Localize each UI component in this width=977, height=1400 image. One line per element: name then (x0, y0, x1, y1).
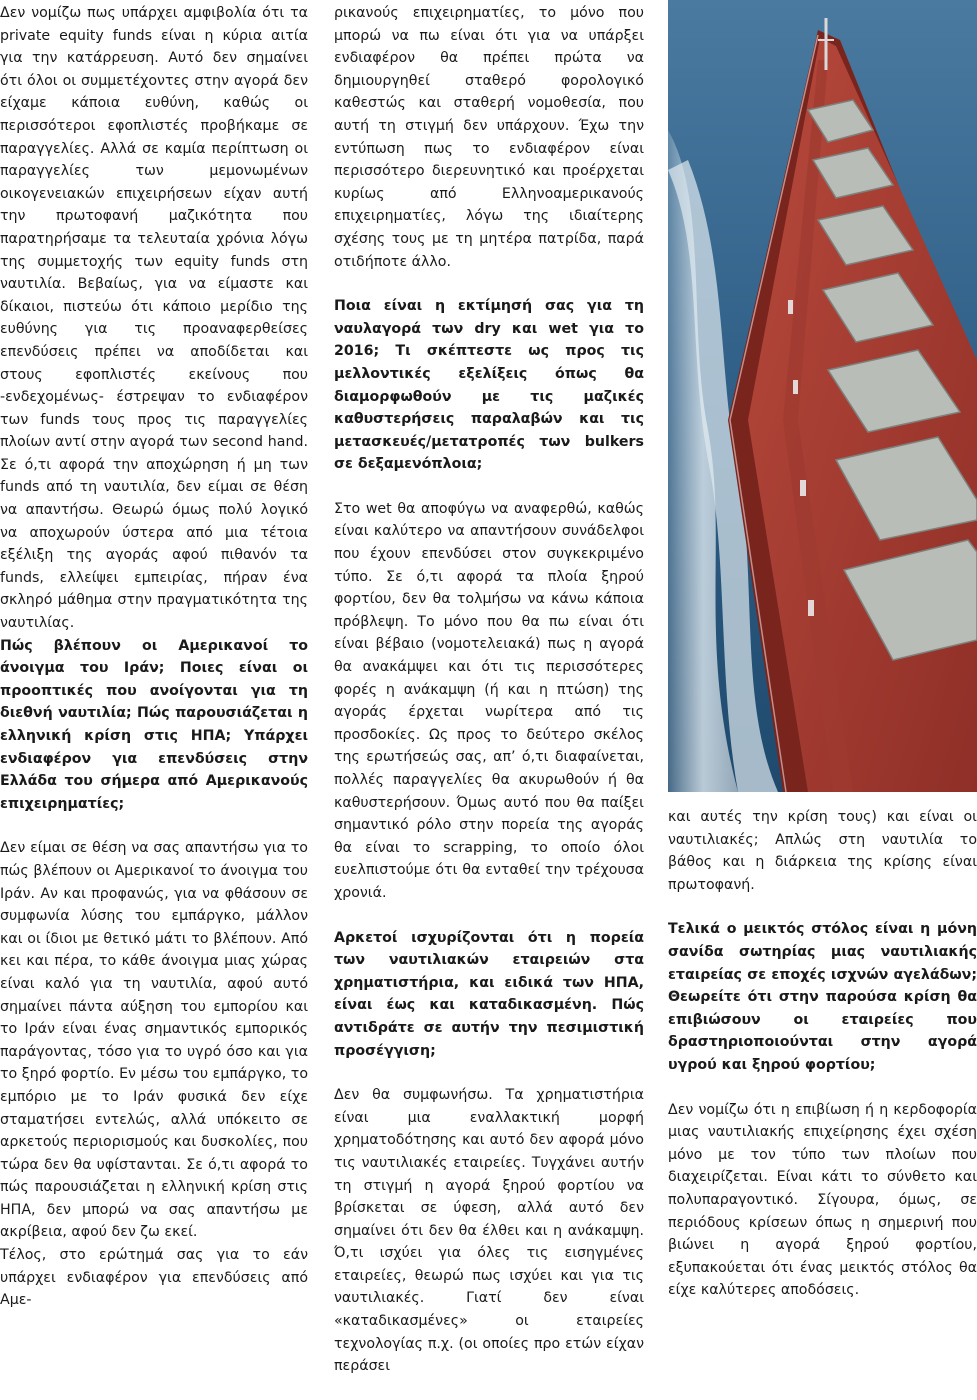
answer-paragraph: Δεν θα συμφωνήσω. Τα χρηματιστήρια είναι μια εναλλακτική μορφή χρηματοδότησης και αυτό δεν αφορά μόνο τις ναυτιλιακές εταιρείες. Τυγχάνει αυτήν τη στιγμή η αγορά ξηρού φορτίου να βρίσκεται σε ύφεση, αλλά αυτό δεν σημαίνει ότι δεν θα έλθει και η ανάκαμψη. Ό,τι ισχύει για όλες τις εισηγμένες εταιρείες, θεωρώ πως ισχύει και για τις ναυτιλιακές. Γιατί δεν είναι «καταδικασμένες» οι εταιρείες τεχνολογίας π.χ. (οι οποίες προ ετών είχαν περάσει (334, 1087, 644, 1375)
answer-paragraph: Δεν νομίζω πως υπάρχει αμφιβολία ότι τα private equity funds είναι η κύρια αιτία για την κατάρρευση. Αυτό δεν σημαίνει ότι όλοι οι συμμετέχοντες στην αγορά δεν είχαμε κάποια ευθύνη, καθώς οι περισσότεροι εφοπλιστές προβήκαμε σε παραγγελίες. Αλλά σε καμία περίπτωση οι παραγγελίες των μεμονωμένων οικογενειακών επιχειρήσεων είχαν αυτή την πρωτοφανή μαζικότητα που παρατηρήσαμε τα τελευταία χρόνια λόγω της συμμετοχής των equity funds στη ναυτιλία. Βεβαίως, για να είμαστε και δίκαιοι, πιστεύω ότι κάποιο μερίδιο της ευθύνης για τις προαναφερθείσες επενδύσεις πρέπει να αποδίδεται και στους εφοπλιστές εκείνους που -ενδεχομένως- έστρεψαν το ενδιαφέρον των funds τους προς τις παραγγελίες πλοίων αντί στην αγορά των second hand. Σε ό,τι αφορά την αποχώρηση ή μη των funds από τη ναυτιλία, δεν είμαι σε θέση να απαντήσω. Θεωρώ όμως πολύ λογικό να αποχωρούν ύστερα από μια τέτοια εξέλιξη της αγοράς αφού πιθανόν τα funds, ελλείψει εμπειρίας, πήραν ένα σκληρό μάθημα στην πραγματικότητα της ναυτιλίας. (0, 5, 308, 632)
answer-paragraph: Δεν νομίζω ότι η επιβίωση ή η κερδοφορία μιας ναυτιλιακής επιχείρησης έχει σχέση μόνο με τον τύπο των πλοίων που διαχειρίζεται. Είναι κάτι το σύνθετο και πολυπαραγοντικό. Σίγουρα, όμως, σε περιόδους κρίσεων όπως η σημερινή που βιώνει η αγορά ξηρού φορτίου, εξυπακούεται ότι ένας μεικτός στόλος θα είχε καλύτερες αποδόσεις. (668, 1101, 977, 1299)
interview-question: Ποια είναι η εκτίμησή σας για τη ναυλαγορά των dry και wet για το 2016; Τι σκέπτεστε ως προς τις μελλοντικές εξελίξεις όπως θα διαμορφωθούν με τις μαζικές καθυστερήσεις παραλαβών και τις μετασκευές/μετατροπές των bulkers σε δεξαμενόπλοια; (334, 298, 644, 473)
answer-paragraph: Τέλος, στο ερώτημά σας για το εάν υπάρχει ενδιαφέρον για επενδύσεις από Αμε- (0, 1247, 308, 1309)
answer-paragraph: ρικανούς επιχειρηματίες, το μόνο που μπορώ να πω είναι ότι για να υπάρξει ενδιαφέρον θα πρέπει πρώτα να δημιουργηθεί σταθερό φορολογικό καθεστώς και σταθερή νομοθεσία, που αυτή τη στιγμή δεν υπάρχουν. Έχω την εντύπωση πως το ενδιαφέρον είναι περισσότερο διερευνητικό και προέρχεται κυρίως από Ελληνοαμερικανούς επιχειρηματίες, λόγω της ιδιαίτερης σχέσης τους με τη μητέρα πατρίδα, παρά οτιδήποτε άλλο. (334, 5, 644, 270)
article-column-3 (668, 806, 977, 1324)
answer-paragraph: και αυτές την κρίση τους) και είναι οι ναυτιλιακές; Απλώς στη ναυτιλία το βάθος και η διάρκεια της κρίσης είναι πρωτοφανή. (668, 809, 977, 893)
interview-question: Τελικά ο μεικτός στόλος είναι η μόνη σανίδα σωτηρίας μιας ναυτιλιακής εταιρείας σε εποχές ισχνών αγελάδων; Θεωρείτε ότι στην παρούσα κρίση θα επιβιώσουν οι εταιρείες που δραστηριοποιούνται στην αγορά υγρού και ξηρού φορτίου; (668, 921, 977, 1073)
answer-paragraph: Δεν είμαι σε θέση να σας απαντήσω για το πώς βλέπουν οι Αμερικανοί το άνοιγμα του Ιράν. Αν και προφανώς, για να φθάσουν σε συμφωνία λύσης του εμπάργκο, μάλλον και οι ίδιοι με θετικό μάτι το βλέπουν. Από κει και πέρα, το κάθε άνοιγμα μιας χώρας είναι καλό για τη ναυτιλία, αφού αυτό σημαίνει πάντα αύξηση του εμπορίου και το Ιράν είναι ένας σημαντικός εμπορικός παράγοντας, τόσο για το υγρό όσο και για το ξηρό φορτίο. Εν μέσω του εμπάργκο, το εμπόριο με το Ιράν φυσικά δεν είχε σταματήσει εντελώς, αλλά υπόκειτο σε αρκετούς περιορισμούς και δυσκολίες, που τώρα δεν θα υφίστανται. Σε ό,τι αφορά το πώς παρουσιάζεται η ελληνική κρίση στις ΗΠΑ, δεν μπορώ να σας απαντήσω με ακρίβεια, αφού δεν ζω εκεί. (0, 840, 308, 1241)
article-column-1 (0, 2, 308, 1334)
ship-illustration (668, 0, 977, 792)
article-column-2 (334, 2, 644, 1400)
bulk-carrier-photo (668, 0, 977, 792)
interview-question: Πώς βλέπουν οι Αμερικανοί το άνοιγμα του Ιράν; Ποιες είναι οι προοπτικές που ανοίγονται για τη διεθνή ναυτιλία; Πώς παρουσιάζεται η ελληνική κρίση στις ΗΠΑ; Υπάρχει ενδιαφέρον για επενδύσεις στην Ελλάδα του σήμερα από Αμερικανούς επιχειρηματίες; (0, 637, 308, 812)
answer-paragraph: Στο wet θα αποφύγω να αναφερθώ, καθώς είναι καλύτερο να απαντήσουν συνάδελφοι που έχουν επενδύσει στον συγκεκριμένο τύπο. Σε ό,τι αφορά τα πλοία ξηρού φορτίου, δεν θα τολμήσω να κάνω κάποια πρόβλεψη. Το μόνο που θα πω είναι ότι είναι βέβαιο (νομοτελειακά) πως η αγορά θα ανακάμψει και ότι τις περισσότερες φορές η ανάκαμψη (ή και η πτώση) της αγοράς έρχεται νωρίτερα από τις προσδοκίες. Ως προς το δεύτερο σκέλος της ερωτήσεώς σας, απ’ ό,τι διαφαίνεται, πολλές παραγγελίες θα ακυρωθούν ή θα καθυστερήσουν. Όμως αυτό που θα παίξει σημαντικό ρόλο στην πορεία της αγοράς θα είναι το scrapping, το οποίο όλοι ευελπιστούμε ότι θα ενταθεί την τρέχουσα χρονιά. (334, 500, 644, 901)
interview-question: Αρκετοί ισχυρίζονται ότι η πορεία των ναυτιλιακών εταιρειών στα χρηματιστήρια, και ειδικά των ΗΠΑ, είναι έως και καταδικασμένη. Πώς αντιδράτε σε αυτήν την πεσιμιστική προσέγγιση; (334, 929, 644, 1059)
